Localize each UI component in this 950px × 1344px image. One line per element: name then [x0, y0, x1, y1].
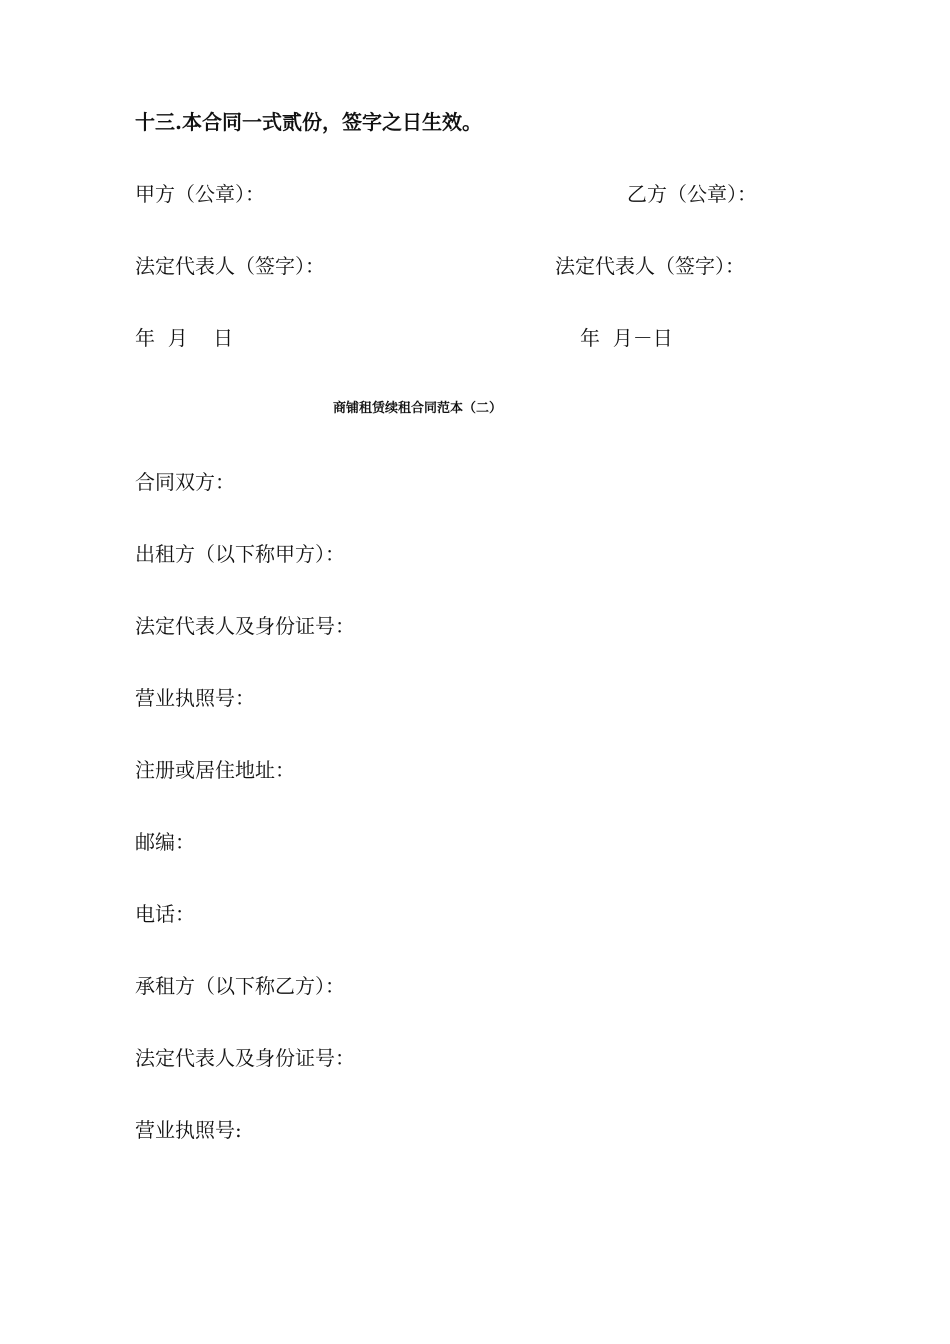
party-a-rep-label: 法定代表人（签字）： [135, 254, 325, 278]
field-lessee: 承租方（以下称乙方）： [135, 974, 345, 998]
field-lessor-phone: 电话： [135, 902, 195, 926]
field-contract-parties: 合同双方： [135, 470, 235, 494]
field-lessor-rep-id: 法定代表人及身份证号： [135, 614, 355, 638]
party-a-date-label: 年 月 日 [135, 326, 234, 350]
field-lessee-rep-id: 法定代表人及身份证号： [135, 1046, 355, 1070]
field-lessee-license: 营业执照号: [135, 1118, 242, 1142]
party-b-seal-label: 乙方（公章）： [627, 182, 757, 206]
clause-13-text: 十三.本合同一式贰份，签字之日生效。 [135, 110, 482, 134]
field-lessor: 出租方（以下称甲方）： [135, 542, 345, 566]
field-lessor-address: 注册或居住地址： [135, 758, 295, 782]
field-lessor-license: 营业执照号： [135, 686, 255, 710]
party-a-seal-label: 甲方（公章）： [135, 182, 265, 206]
party-b-date-label: 年 月－日 [580, 326, 673, 350]
template-title: 商铺租赁续租合同范本（二） [333, 401, 503, 416]
party-b-rep-label: 法定代表人（签字）： [555, 254, 745, 278]
field-lessor-postcode: 邮编： [135, 830, 195, 854]
